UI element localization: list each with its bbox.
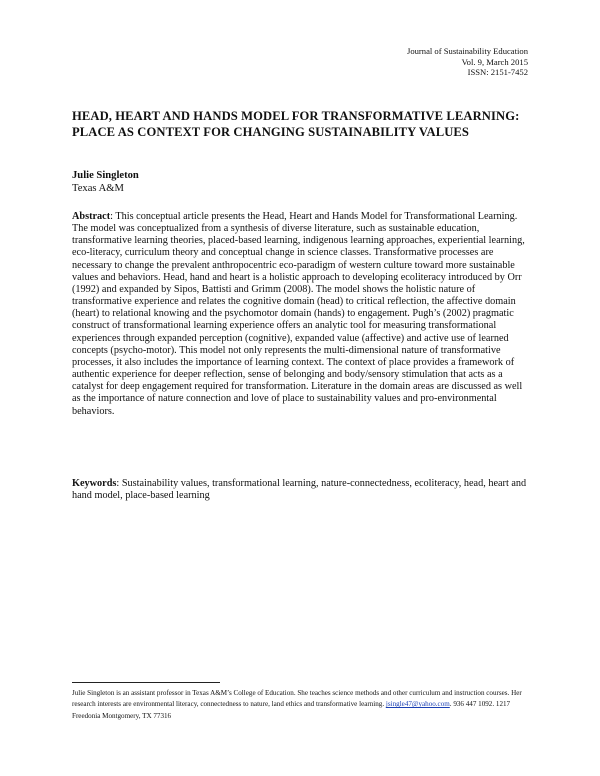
author-footnote bbox=[72, 688, 534, 722]
keywords bbox=[72, 478, 528, 502]
abstract bbox=[72, 211, 528, 418]
author-email-link[interactable]: jsingle47@yahoo.com bbox=[385, 700, 450, 709]
abstract-label: Abstract bbox=[72, 211, 111, 222]
footnote-divider bbox=[72, 682, 220, 683]
journal-name: Journal of Sustainability Education bbox=[406, 46, 528, 56]
footnote-text: Julie Singleton is an assistant professor in Texas A&M’s College of Education. She teaches science methods and other curriculum and instruction courses. Her research interests are environmental literacy, connectedness to nature, land ethics and transformative learning. bbox=[72, 689, 522, 709]
journal-header bbox=[407, 46, 528, 78]
keywords-label: Keywords bbox=[72, 478, 117, 489]
abstract-text: : This conceptual article presents the Head, Heart and Hands Model for Transformational Learning. The model was conceptualized from a synthesis of diverse literature, such as sustainable education, transformative learning theories, placed-based learning, indigenous learning approaches, experiential learning, eco-literacy, curriculum theory and conceptual change in science classes. Transformative processes are necessary to change the prevalent anthropocentric eco-paradigm of western culture toward more sustainable values and behaviors. Head, hand and heart is a holistic approach to developing ecoliteracy introduced by Orr (1992) and expanded by Sipos, Battisti and Grimm (2008). The model shows the holistic nature of transformative experience and relates the cognitive domain (head) to critical reflection, the affective domain (heart) to relational knowing and the psychomotor domain (hands) to engagement. Pugh’s (2002) pragmatic construct of transformational learning experience offers an analytic tool for measuring transformational experiences through expanded perception (cognitive), expanded value (affective) and active use of learned concepts (psycho-motor). This model not only represents the multi-dimensional nature of transformative processes, it also includes the importance of learning context. The context of place provides a framework of authentic experience for deeper reflection, sense of belonging and body/sensory stimulation that acts as a catalyst for deep engagement required for transformation. Literature in the domain areas are discussed as well as the importance of nature connection and love of place to sustainability values and pro-environmental behaviors. bbox=[72, 211, 525, 417]
keywords-text: : Sustainability values, transformational learning, nature-connectedness, ecoliteracy, head, heart and hand model, place-based learning bbox=[72, 478, 527, 502]
footnote-contact: . 936 447 1092. 1217 Freedonia Montgomery, TX 77316 bbox=[72, 700, 511, 720]
author-block bbox=[72, 169, 139, 195]
author-affiliation: Texas A&M bbox=[72, 183, 124, 194]
journal-volume: Vol. 9, March 2015 bbox=[461, 56, 528, 67]
article-title: HEAD, HEART AND HANDS MODEL FOR TRANSFORMATIVE LEARNING: PLACE AS CONTEXT FOR CHANGING SUSTAINABILITY VALUES bbox=[72, 109, 520, 139]
journal-issn: ISSN: 2151-7452 bbox=[467, 67, 528, 77]
author-name: Julie Singleton bbox=[72, 170, 139, 181]
